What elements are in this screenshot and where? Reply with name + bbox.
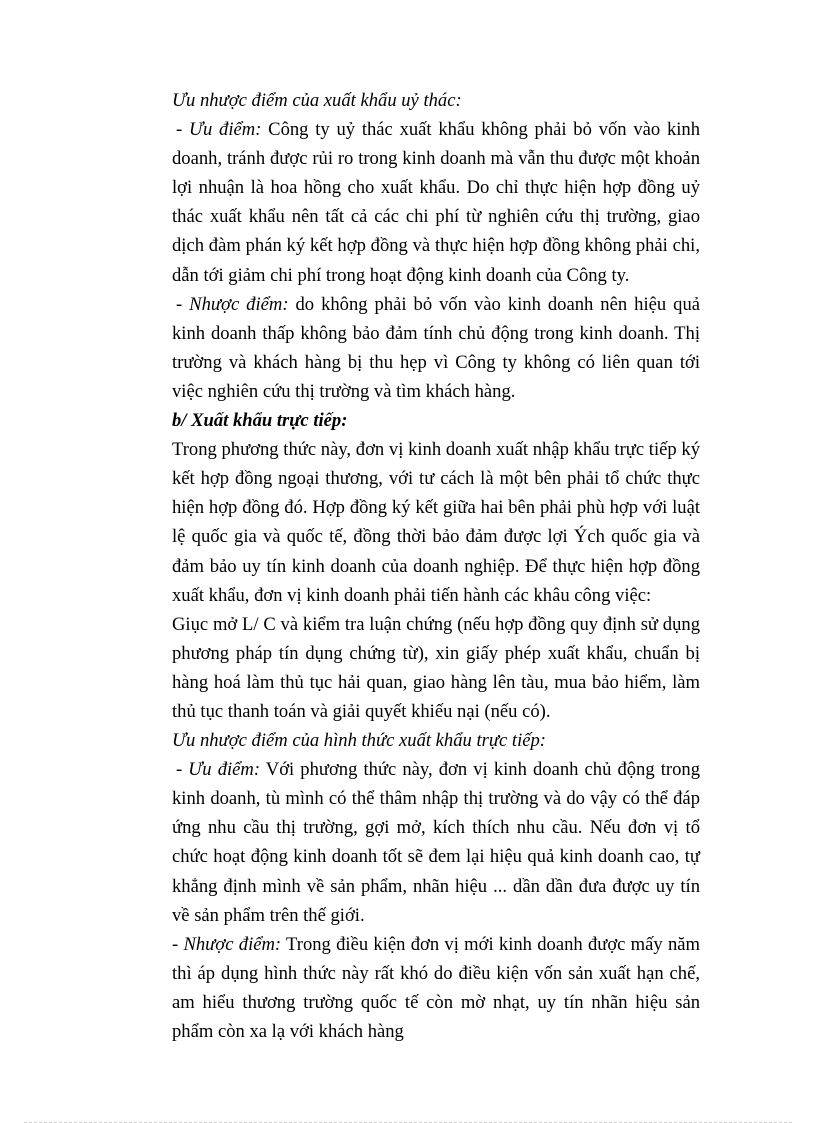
- label-disadvantages: - Nhược điểm:: [176, 293, 289, 315]
- paragraph-direct-advantages: [172, 755, 700, 930]
- paragraph-text: do không phải bỏ vốn vào kinh doanh nên hiệu quả kinh doanh thấp không bảo đảm tính chủ động trong kinh doanh. Thị trường và khách hàng bị thu hẹp vì Công ty không có liên quan tới việc nghiên cứu thị trường và tìm khách hàng.: [172, 293, 700, 402]
- paragraph-text: Trong điều kiện đơn vị mới kinh doanh được mấy năm thì áp dụng hình thức này rất khó do điều kiện vốn sản xuất hạn chế, am hiểu thương trường quốc tế còn mờ nhạt, uy tín nhãn hiệu sản phẩm còn xa lạ với khách hàng: [172, 933, 700, 1042]
- label-advantages: - Ưu điểm:: [176, 119, 262, 141]
- paragraph-entrusted-disadvantages: [172, 290, 700, 406]
- section-heading-direct-pros-cons: Ưu nhược điểm của hình thức xuất khẩu trực tiếp:: [172, 730, 546, 752]
- paragraph-direct-export-intro: Trong phương thức này, đơn vị kinh doanh xuất nhập khẩu trực tiếp ký kết hợp đồng ngoại thương, với tư cách là một bên phải tổ chức thực hiện hợp đồng đó. Hợp đồng ký kết giữa hai bên phải phù hợp với luật lệ quốc gia và quốc tế, đồng thời bảo đảm được lợi Ých quốc gia và đảm bảo uy tín kinh doanh của doanh nghiệp. Để thực hiện hợp đồng xuất khẩu, đơn vị kinh doanh phải tiến hành các khâu công việc:: [172, 439, 700, 606]
- label-advantages: - Ưu điểm:: [176, 759, 261, 781]
- paragraph-direct-export-steps: Giục mở L/ C và kiểm tra luận chứng (nếu hợp đồng quy định sử dụng phương pháp tín dụng chứng từ), xin giấy phép xuất khẩu, chuẩn bị hàng hoá làm thủ tục hải quan, giao hàng lên tàu, mua bảo hiểm, làm thủ tục thanh toán và giải quyết khiếu nại (nếu có).: [172, 613, 700, 722]
- paragraph-text: Với phương thức này, đơn vị kinh doanh chủ động trong kinh doanh, tù mình có thể thâm nhập thị trường và do vậy có thể đáp ứng nhu cầu thị trường, gợi mở, kích thích nhu cầu. Nếu đơn vị tổ chức hoạt động kinh doanh tốt sẽ đem lại hiệu quả kinh doanh cao, tự khẳng định mình về sản phẩm, nhãn hiệu ... dần dần đưa được uy tín về sản phẩm trên thế giới.: [172, 759, 700, 926]
- section-heading-entrusted-pros-cons: Ưu nhược điểm của xuất khẩu uỷ thác:: [172, 90, 462, 111]
- label-disadvantages: - Nhược điểm:: [172, 933, 282, 955]
- paragraph-direct-disadvantages: [172, 930, 700, 1046]
- document-body: [172, 86, 700, 1046]
- paragraph-entrusted-advantages: [172, 115, 700, 290]
- section-heading-direct-export: b/ Xuất khẩu trực tiếp:: [172, 410, 348, 432]
- paragraph-text: Công ty uỷ thác xuất khẩu không phải bỏ vốn vào kinh doanh, tránh được rủi ro trong kinh doanh mà vẫn thu được một khoản lợi nhuận là hoa hồng cho xuất khẩu. Do chỉ thực hiện hợp đồng uỷ thác xuất khẩu nên tất cả các chi phí từ nghiên cứu thị trường, giao dịch đàm phán ký kết hợp đồng và thực hiện hợp đồng không phải chi, dẫn tới giảm chi phí trong hoạt động kinh doanh của Công ty.: [172, 119, 701, 286]
